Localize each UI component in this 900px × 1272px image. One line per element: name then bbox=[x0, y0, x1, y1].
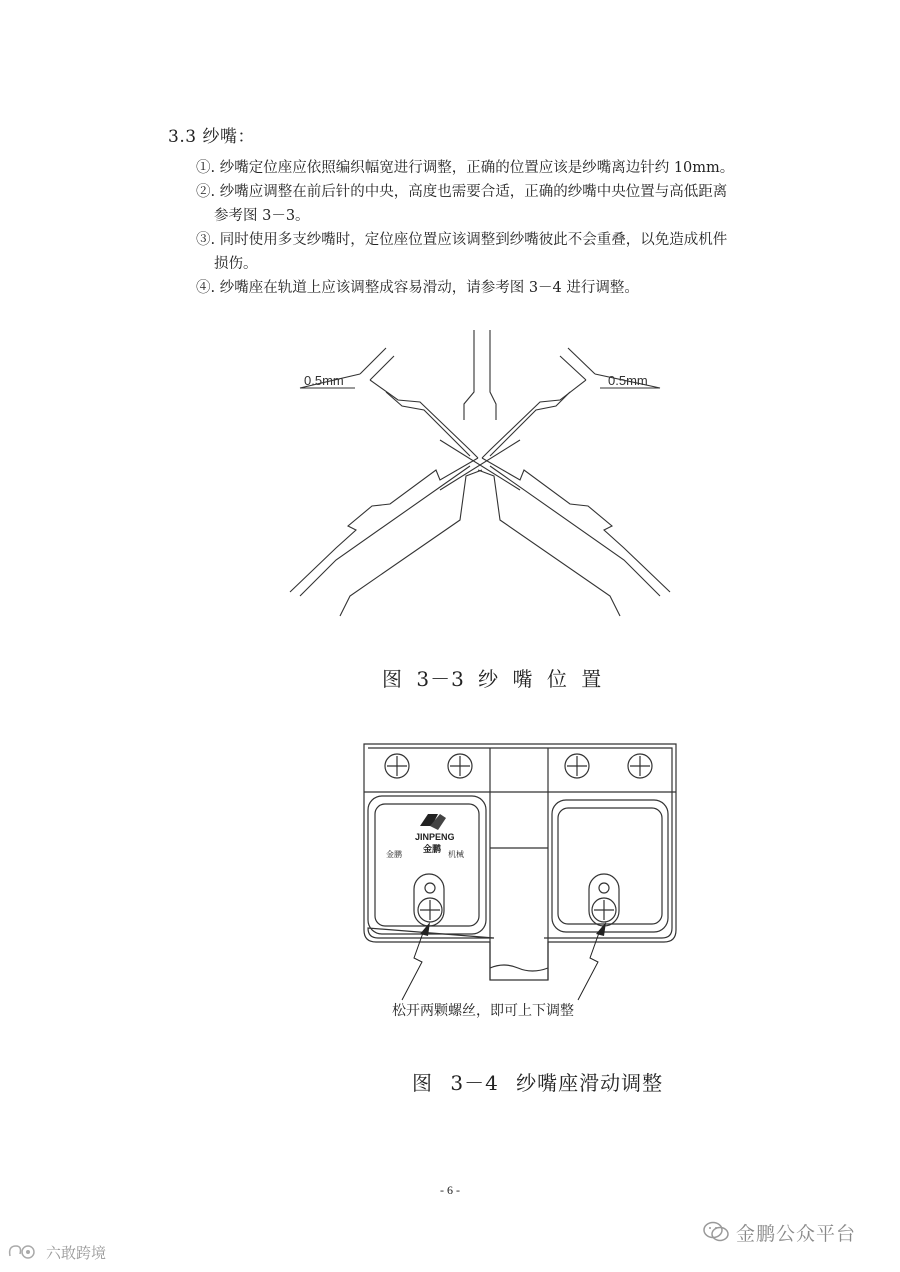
svg-text:JINPENG: JINPENG bbox=[415, 832, 455, 842]
yarn-carrier-position-diagram bbox=[280, 325, 680, 625]
page-number: - 6 - bbox=[440, 1183, 460, 1197]
figure-3-3-caption: 图 3－3 纱 嘴 位 置 bbox=[382, 667, 603, 691]
brand-mark-icon bbox=[6, 1242, 42, 1262]
figure-3-4-caption: 图 3－4 纱嘴座滑动调整 bbox=[412, 1071, 664, 1095]
svg-text:金鹏: 金鹏 bbox=[423, 844, 442, 854]
corner-watermark-text: 六敢跨境 bbox=[46, 1243, 107, 1262]
wechat-account-name: 金鹏公众平台 bbox=[736, 1222, 857, 1245]
list-item-3-continuation: 损伤。 bbox=[214, 256, 258, 272]
wechat-watermark bbox=[702, 1217, 856, 1247]
right-dimension-label: 0.5mm bbox=[608, 373, 648, 388]
jinpeng-logo bbox=[386, 814, 464, 859]
list-item-3: ③. 同时使用多支纱嘴时，定位座位置应该调整到纱嘴彼此不会重叠，以免造成机件 bbox=[196, 232, 728, 248]
left-dimension-label: 0.5mm bbox=[304, 373, 344, 388]
list-item-2-continuation: 参考图 3－3。 bbox=[214, 208, 310, 224]
carrier-seat-diagram bbox=[360, 740, 680, 1030]
wechat-icon bbox=[702, 1220, 730, 1244]
svg-text:金鹏: 金鹏 bbox=[386, 850, 402, 859]
svg-text:机械: 机械 bbox=[448, 850, 464, 859]
list-item-4: ④. 纱嘴座在轨道上应该调整成容易滑动，请参考图 3－4 进行调整。 bbox=[196, 280, 639, 296]
corner-watermark bbox=[6, 1240, 106, 1264]
callout-text: 松开两颗螺丝，即可上下调整 bbox=[392, 1003, 574, 1019]
list-item-1: ①. 纱嘴定位座应依照编织幅宽进行调整，正确的位置应该是纱嘴离边针约 10mm。 bbox=[196, 160, 735, 176]
section-heading: 3.3 纱嘴： bbox=[168, 127, 255, 147]
list-item-2: ②. 纱嘴应调整在前后针的中央，高度也需要合适，正确的纱嘴中央位置与高低距离 bbox=[196, 184, 728, 200]
